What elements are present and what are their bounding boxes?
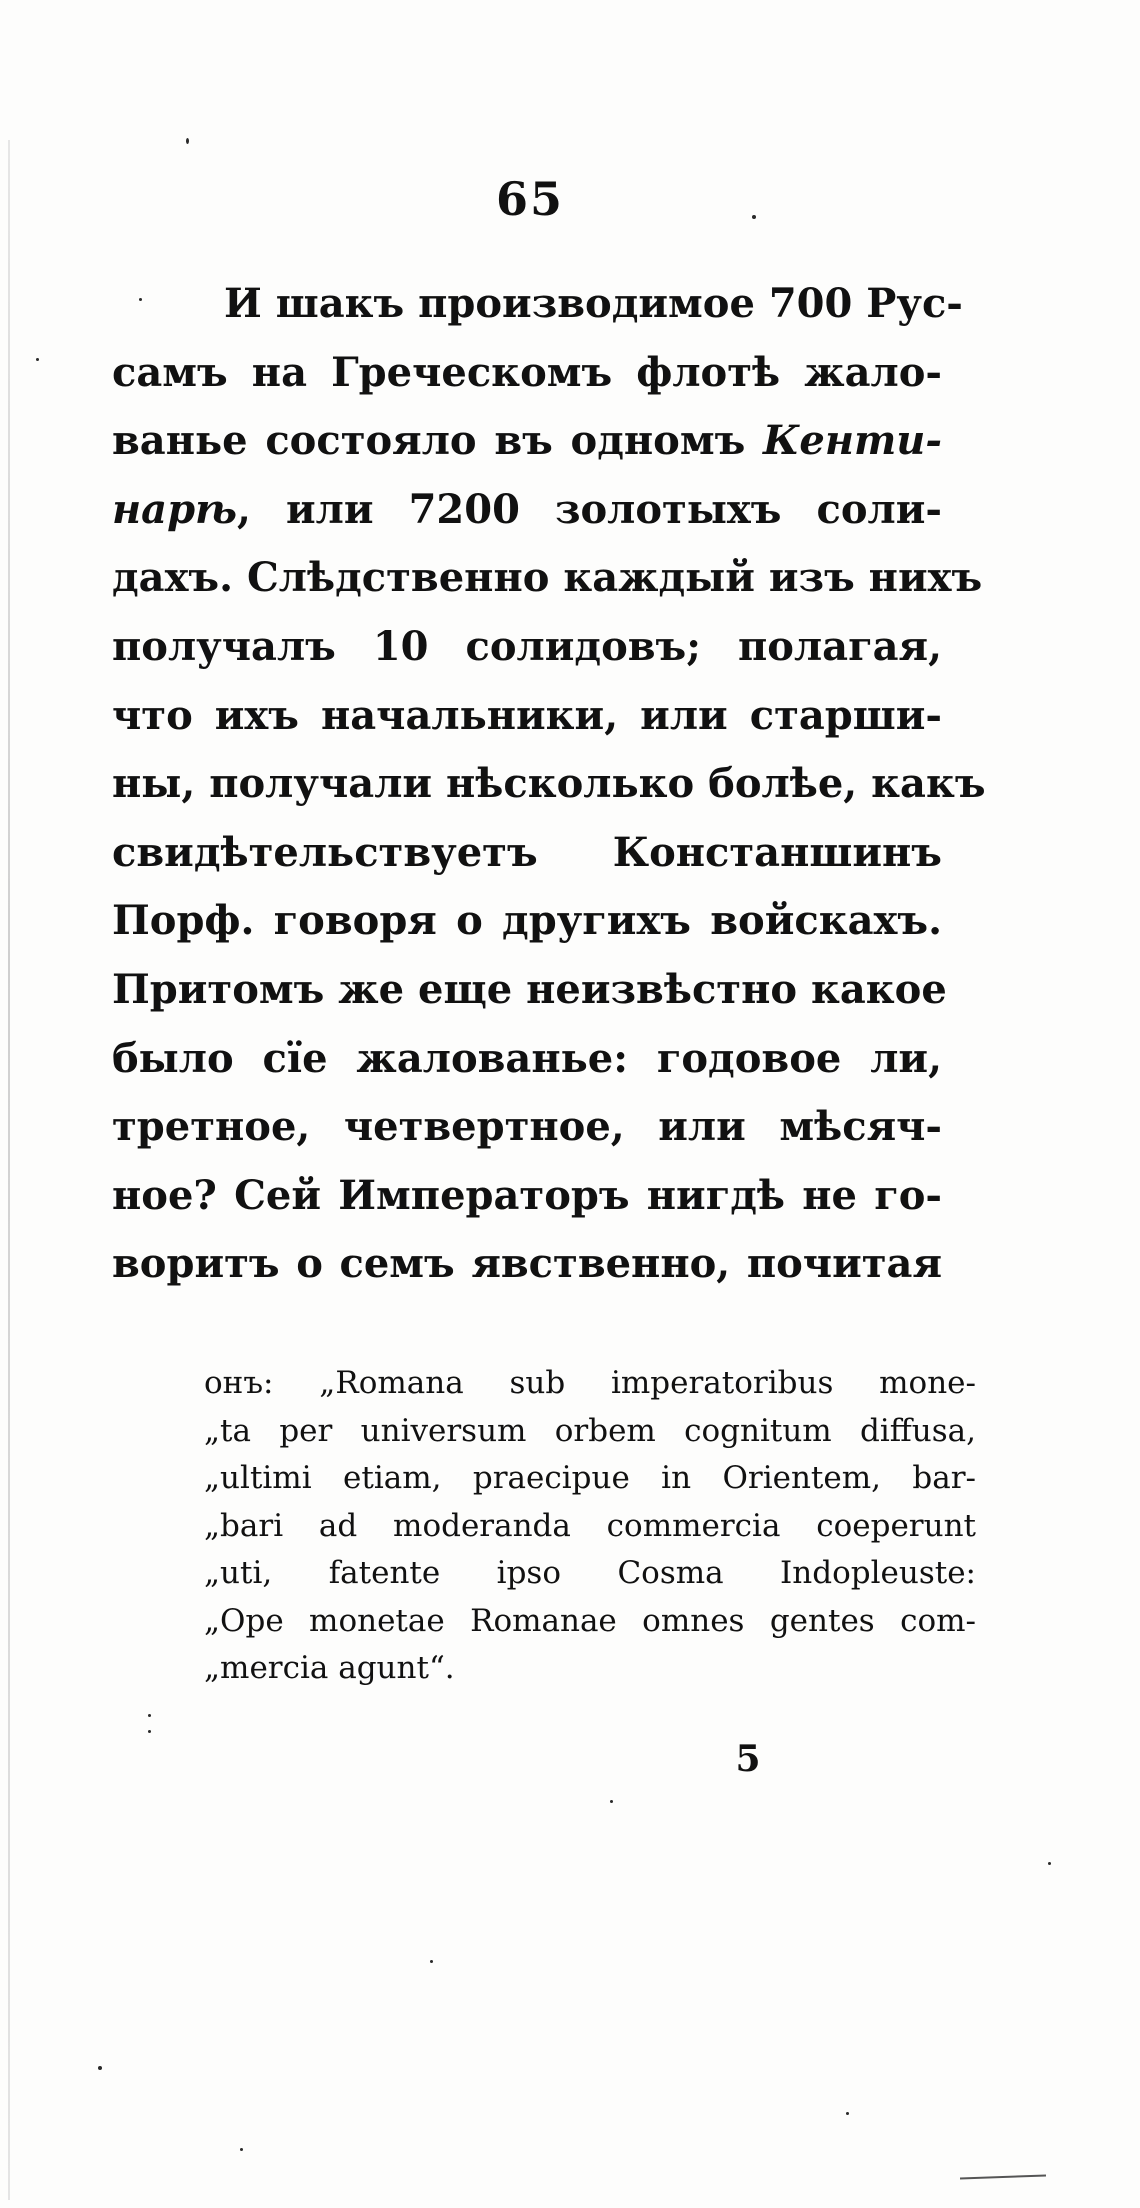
italic-word: Кенти-: [762, 417, 942, 465]
text-line: [112, 476, 942, 545]
text-line: [112, 750, 986, 819]
print-speck: [36, 358, 39, 361]
text-segment: дахъ. Слѣдственно каждый изъ нихъ: [112, 554, 983, 602]
text-line: [112, 1025, 942, 1094]
signature-mark: 5: [735, 1738, 761, 1780]
text-line: [112, 339, 942, 408]
main-text-block: [112, 270, 986, 1299]
text-line: [112, 407, 942, 476]
text-line: [112, 613, 942, 682]
text-line: [112, 956, 947, 1025]
text-segment: ны, получали нѣсколько болѣе, какъ: [112, 760, 986, 808]
text-segment: самъ на Греческомъ флотѣ жало-: [112, 348, 942, 396]
print-speck: [752, 215, 756, 219]
text-line: [112, 1162, 942, 1231]
text-segment: получалъ 10 солидовъ; полагая,: [112, 622, 942, 670]
text-segment: , или 7200 золотыхъ соли-: [237, 485, 942, 533]
text-line: [112, 544, 983, 613]
text-segment: ное? Сей Императоръ нигдѣ не го-: [112, 1171, 942, 1219]
text-segment: Порф. говоря о другихъ войскахъ.: [112, 897, 942, 945]
print-speck: [1048, 1862, 1051, 1865]
text-segment: И шакъ производимое 700 Рус-: [224, 280, 963, 327]
text-line: [112, 682, 942, 751]
print-speck: [98, 2066, 102, 2070]
page-number: 65: [495, 172, 564, 226]
footnote-line: „Ope monetae Romanae omnes gentes com-: [204, 1602, 976, 1639]
text-segment: Притомъ же еще неизвѣстно какое: [112, 965, 947, 1013]
footnote-line: „uti, fatente ipso Cosma Indopleuste:: [204, 1555, 976, 1591]
footnote-line: „ta per universum orbem cognitum diffusa,: [204, 1412, 976, 1449]
text-line: [112, 1230, 942, 1299]
text-line: [112, 270, 963, 339]
text-segment: ванье состояло въ одномъ: [112, 417, 763, 465]
page-edge-shadow: [8, 140, 10, 2200]
print-speck: [148, 1714, 151, 1717]
footnote-line: „mercia agunt“.: [204, 1650, 455, 1686]
text-segment: воритъ о семъ явственно, почитая: [112, 1240, 942, 1288]
text-segment: что ихъ начальники, или старши-: [112, 691, 942, 739]
text-segment: свидѣтельствуетъ Констаншинъ: [112, 828, 942, 876]
text-segment: было сїе жалованье: годовое ли,: [112, 1034, 942, 1082]
text-line: [112, 887, 942, 956]
print-speck: [846, 2112, 849, 2115]
print-speck: [430, 1960, 433, 1963]
bottom-edge-mark: [960, 2175, 1046, 2180]
footnote-line: „ultimi etiam, praecipue in Orientem, bar-: [204, 1460, 976, 1496]
text-line: [112, 819, 942, 888]
italic-word: нарѣ: [112, 485, 238, 533]
footnote-block: [204, 1360, 976, 1693]
text-line: [112, 1093, 942, 1162]
print-speck: [148, 1730, 151, 1733]
print-speck: [186, 138, 189, 144]
print-speck: [139, 298, 142, 301]
footnote-line: „bari ad moderanda commercia coeperunt: [204, 1507, 976, 1544]
text-segment: третное, четвертное, или мѣсяч-: [112, 1103, 942, 1151]
print-speck: [240, 2148, 243, 2151]
print-speck: [610, 1800, 613, 1803]
footnote-line: онъ: „Romana sub imperatoribus mone-: [204, 1365, 976, 1401]
